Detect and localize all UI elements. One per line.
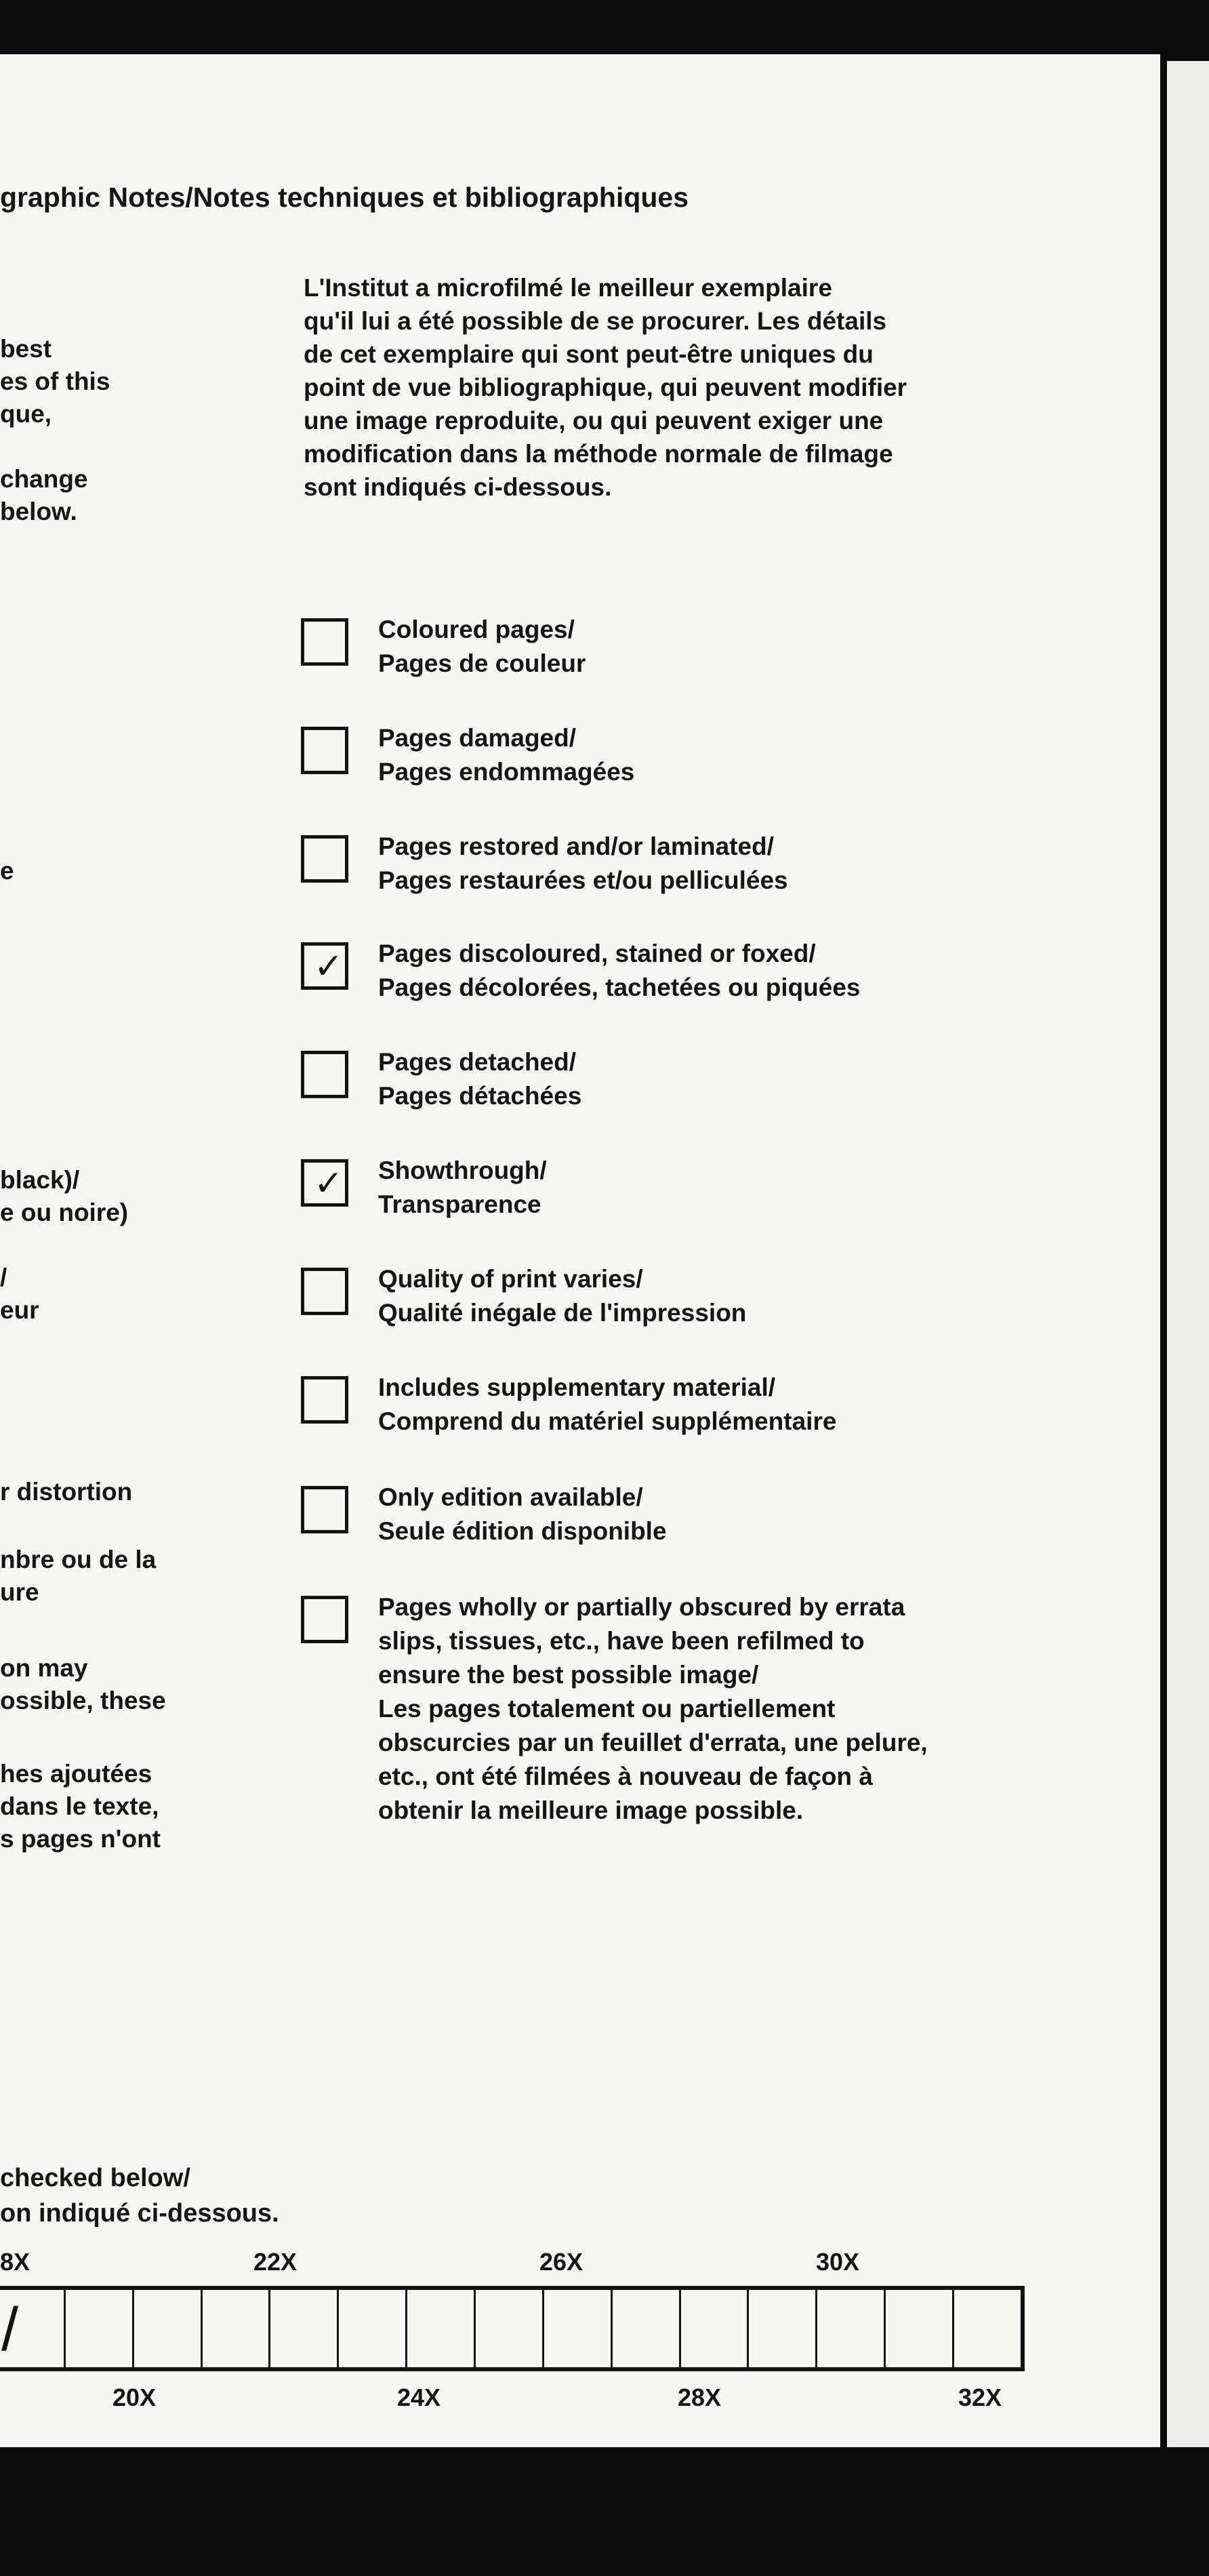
option-label-line: obscurcies par un feuillet d'errata, une pelure, <box>378 1729 928 1756</box>
option-label-line: Transparence <box>378 1190 541 1218</box>
intro-line: de cet exemplaire qui sont peut-être uniques du <box>304 340 874 368</box>
intro-line: L'Institut a microfilmé le meilleur exemplaire <box>304 274 832 302</box>
option-label-line: Pages endommagées <box>378 758 635 786</box>
checkbox-unchecked[interactable] <box>301 1376 348 1424</box>
left-column-fragment: black)/ <box>0 1166 80 1194</box>
scale-label-top-3: 26X <box>539 2248 583 2276</box>
left-column-fragment: best <box>0 335 52 363</box>
option-label <box>378 937 861 1005</box>
intro-paragraph <box>304 271 907 504</box>
left-column-fragment: que, <box>0 400 52 428</box>
page-header: graphic Notes/Notes techniques et bibliographiques <box>0 182 689 213</box>
intro-line: modification dans la méthode normale de filmage <box>304 440 893 468</box>
intro-line: point de vue bibliographique, qui peuvent modifier <box>304 374 907 401</box>
option-label-line: Qualité inégale de l'impression <box>378 1299 747 1327</box>
option-label-line: Pages detached/ <box>378 1048 577 1076</box>
option-label-line: Les pages totalement ou partiellement <box>378 1695 836 1723</box>
scale-cell <box>66 2290 134 2367</box>
scale-cell <box>339 2290 407 2367</box>
option-label <box>378 1371 836 1438</box>
scale-cell <box>0 2290 66 2367</box>
document-page <box>0 54 1160 2447</box>
option-label-line: Pages de couleur <box>378 649 586 677</box>
scale-label-top-1: 8X <box>0 2248 30 2276</box>
left-column-fragment: s pages n'ont <box>0 1825 161 1853</box>
checkbox-unchecked[interactable] <box>301 1486 348 1533</box>
left-column-fragment: eur <box>0 1296 39 1324</box>
scale-label-bottom-1: 20X <box>112 2383 157 2411</box>
scale-cell <box>954 2290 1021 2367</box>
scale-label-top-2: 22X <box>253 2248 298 2276</box>
reduction-line-1: checked below/ <box>0 2164 190 2192</box>
option-label-line: Pages décolorées, tachetées ou piquées <box>378 973 861 1001</box>
option-label <box>378 1045 581 1113</box>
left-column-fragment: e <box>0 857 14 885</box>
left-column-fragment: hes ajoutées <box>0 1760 152 1788</box>
option-label-line: Includes supplementary material/ <box>378 1373 776 1401</box>
scale-cell <box>681 2290 750 2367</box>
scale-cell <box>817 2290 886 2367</box>
scale-label-bottom-3: 28X <box>678 2383 722 2411</box>
option-label-line: Coloured pages/ <box>378 616 575 643</box>
scale-label-bottom-4: 32X <box>958 2383 1002 2411</box>
intro-line: une image reproduite, ou qui peuvent exiger une <box>304 407 884 435</box>
option-label <box>378 830 788 898</box>
option-label-line: ensure the best possible image/ <box>378 1661 759 1689</box>
scale-cell <box>270 2290 339 2367</box>
left-column-fragment: es of this <box>0 367 110 395</box>
option-label <box>378 1481 667 1548</box>
option-label <box>378 613 586 681</box>
option-label-line: Pages restaurées et/ou pelliculées <box>378 866 788 894</box>
option-label-line: Quality of print varies/ <box>378 1265 643 1293</box>
left-column-fragment: / <box>0 1264 7 1291</box>
left-column-fragment: e ou noire) <box>0 1199 129 1226</box>
option-label-line: Pages wholly or partially obscured by errata <box>378 1593 905 1621</box>
left-column-fragment: on may <box>0 1654 88 1682</box>
option-label-line: Pages discoloured, stained or foxed/ <box>378 940 816 967</box>
option-label-line: Pages restored and/or laminated/ <box>378 832 774 860</box>
checkbox-unchecked[interactable] <box>301 1268 348 1315</box>
option-label <box>378 1590 928 1828</box>
left-column-fragment: nbre ou de la <box>0 1546 157 1573</box>
checkbox-unchecked[interactable] <box>301 618 348 666</box>
option-label-line: slips, tissues, etc., have been refilmed to <box>378 1627 865 1655</box>
adjacent-page-edge <box>1167 61 1209 2447</box>
option-label-line: Showthrough/ <box>378 1156 547 1184</box>
left-column-fragment: r distortion <box>0 1478 133 1506</box>
left-column-fragment: ure <box>0 1578 39 1606</box>
option-label-line: Only edition available/ <box>378 1483 643 1511</box>
left-column-fragment: dans le texte, <box>0 1792 159 1820</box>
left-column-fragment: ossible, these <box>0 1687 166 1714</box>
option-label <box>378 1154 547 1222</box>
left-column-fragment: change <box>0 465 88 493</box>
option-label-line: etc., ont été filmées à nouveau de façon à <box>378 1763 873 1790</box>
intro-line: qu'il lui a été possible de se procurer. Les détails <box>304 307 887 335</box>
intro-line: sont indiqués ci-dessous. <box>304 473 612 501</box>
scale-cell <box>613 2290 681 2367</box>
scale-cell <box>407 2290 476 2367</box>
checkbox-unchecked[interactable] <box>301 1051 348 1098</box>
scale-label-bottom-2: 24X <box>397 2383 441 2411</box>
checkbox-checked[interactable] <box>301 1159 348 1207</box>
reduction-ratio-scale <box>0 2286 1025 2371</box>
scale-cell <box>476 2290 544 2367</box>
scale-cell <box>749 2290 817 2367</box>
scale-check-mark: / <box>1 2296 19 2364</box>
option-label <box>378 721 634 789</box>
scale-label-top-4: 30X <box>816 2248 860 2276</box>
check-mark-icon: ✓ <box>314 1164 344 1203</box>
option-label-line: Seule édition disponible <box>378 1517 667 1545</box>
option-label-line: obtenir la meilleure image possible. <box>378 1796 804 1824</box>
checkbox-unchecked[interactable] <box>301 727 348 774</box>
left-column-fragment: below. <box>0 498 77 525</box>
reduction-line-2: on indiqué ci-dessous. <box>0 2199 279 2228</box>
option-label-line: Comprend du matériel supplémentaire <box>378 1407 837 1435</box>
scale-cell <box>203 2290 271 2367</box>
checkbox-unchecked[interactable] <box>301 835 348 883</box>
option-label <box>378 1262 746 1330</box>
check-mark-icon: ✓ <box>314 947 344 986</box>
option-label-line: Pages détachées <box>378 1082 582 1110</box>
scale-cell <box>544 2290 613 2367</box>
scale-cell <box>134 2290 203 2367</box>
checkbox-unchecked[interactable] <box>301 1596 348 1643</box>
scale-cell <box>886 2290 954 2367</box>
checkbox-checked[interactable] <box>301 942 348 990</box>
option-label-line: Pages damaged/ <box>378 724 577 752</box>
